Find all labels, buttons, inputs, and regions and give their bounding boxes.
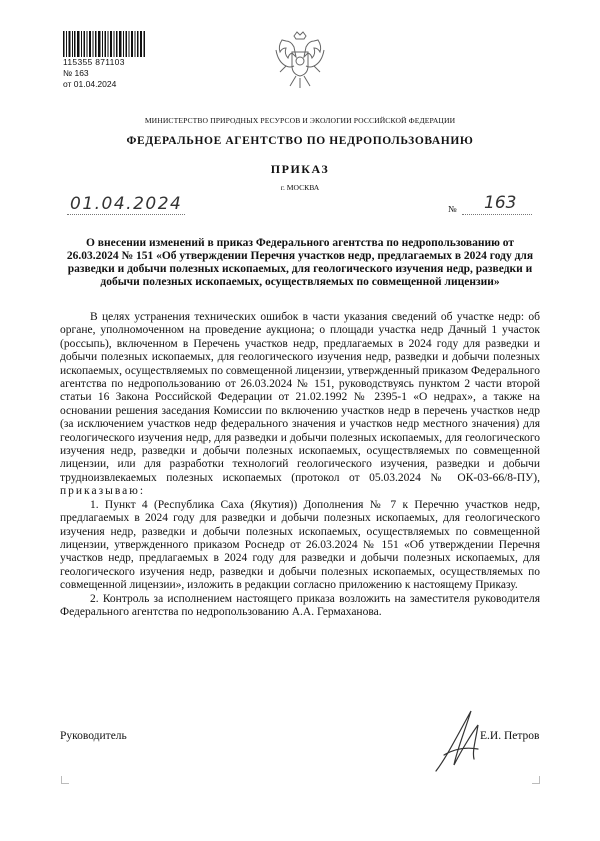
number-label: № <box>448 204 457 214</box>
corner-mark-bottom-right <box>532 776 540 784</box>
registration-number: № 163 <box>63 68 89 78</box>
document-title: О внесении изменений в приказ Федерального агентства по недропользованию от 26.03.2024 № 151 «Об утверждении Перечня участков недр, предлагаемых в 2024 году для разведки и добычи полезных ископаемых, для геологического изучения недр, разведки и добычи полезных ископаемых, осуществляемых по совмещенной лицензии» <box>66 237 534 288</box>
signatory-role: Руководитель <box>60 730 127 742</box>
document-body <box>60 311 540 619</box>
barcode-number: 115355 871103 <box>63 57 125 67</box>
number-underline <box>462 214 532 215</box>
date-underline <box>67 214 185 215</box>
ministry-name: МИНИСТЕРСТВО ПРИРОДНЫХ РЕСУРСОВ И ЭКОЛОГИИ РОССИЙСКОЙ ФЕДЕРАЦИИ <box>144 116 456 125</box>
corner-mark-bottom-left <box>61 776 69 784</box>
double-headed-eagle-emblem-icon <box>272 28 328 92</box>
paragraph-3: 2. Контроль за исполнением настоящего приказа возложить на заместителя руководителя Федерального агентства по недропользованию А.А. Гермаханова. <box>60 592 540 618</box>
paragraph-1 <box>60 311 540 499</box>
registration-date: от 01.04.2024 <box>63 79 117 89</box>
order-word: приказываю: <box>60 485 146 498</box>
city: г. МОСКВА <box>280 183 320 192</box>
agency-name: ФЕДЕРАЛЬНОЕ АГЕНТСТВО ПО НЕДРОПОЛЬЗОВАНИЮ <box>126 135 474 147</box>
paragraph-2: 1. Пункт 4 (Республика Саха (Якутия)) Дополнения № 7 к Перечню участков недр, предлагаемых в 2024 году для разведки и добычи полезных ископаемых, для геологического изучения недр, разведки и добычи полезных ископаемых, осуществляемых по совмещенной лицензии, утвержденного приказом Роснедр от 26.03.2024 № 151 «Об утверждении Перечня участков недр, предлагаемых в 2024 году для разведки и добычи полезных ископаемых, для геологического изучения недр, разведки и добычи полезных ископаемых, осуществляемых по совмещенной лицензии», изложить в редакции согласно приложению к настоящему Приказу. <box>60 498 540 592</box>
handwritten-number: 163 <box>484 193 517 213</box>
signatory-name: Е.И. Петров <box>480 730 540 742</box>
paragraph-1-text: В целях устранения технических ошибок в части указания сведений об участке недр: об органе, уполномоченном на проведение аукциона; о площади участка недр Дачный 1 участок (россыпь), включенном в Перечень участков недр, предлагаемых в 2024 году для разведки и добычи полезных ископаемых, для геологического изучения недр, разведки и добычи полезных ископаемых, осуществляемых по совмещенной лицензии, утвержденный приказом Федерального агентства по недропользованию от 26.03.2024 № 151, руководствуясь пунктом 2 части второй статьи 16 Закона Российской Федерации от 21.02.1992 № 2395-1 «О недрах», а также на основании решения заседания Комиссии по включению участков недр в перечень участков недр (за исключением участков недр федерального значения и участков недр местного значения) для геологического изучения недр, для разведки и добычи полезных ископаемых, для геологического изучения недр, разведки и добычи полезных ископаемых, осуществляемых по совмещенной лицензии, или для разработки технологий геологического изучения, разведки и добычи трудноизвлекаемых полезных ископаемых (протокол от 05.03.2024 № ОК-03-66/8-ПУ), <box>60 311 540 484</box>
document-type: ПРИКАЗ <box>270 162 330 176</box>
handwritten-date: 01.04.2024 <box>70 194 183 214</box>
